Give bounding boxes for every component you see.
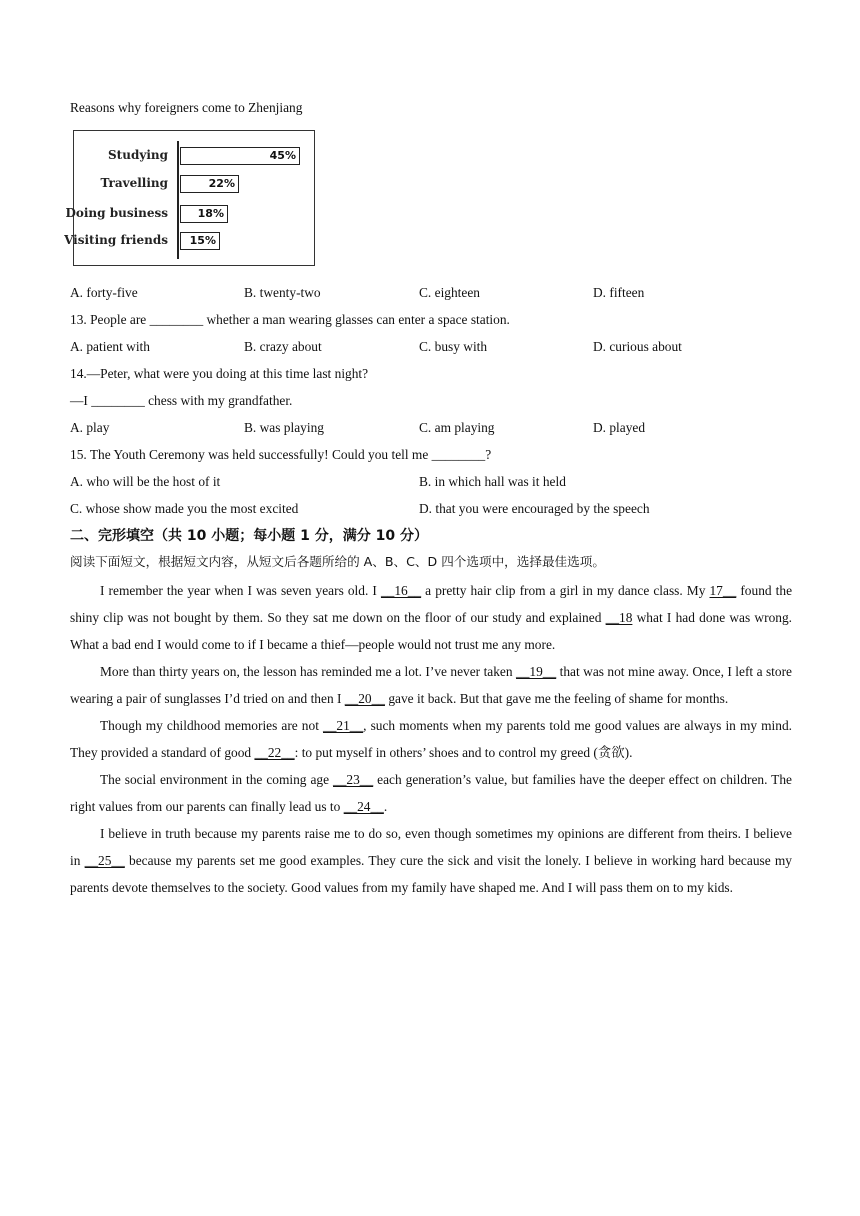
q14-blank: ________ [91, 393, 145, 408]
passage-paragraph-5 [70, 820, 792, 901]
reasons-bar-chart [64, 130, 315, 266]
chart-value-label: 22% [208, 177, 235, 190]
q15-stem-start: 15. The Youth Ceremony was held successfully! Could you tell me [70, 447, 432, 462]
p4-text-3: . [383, 799, 388, 814]
passage-paragraph-2 [70, 658, 792, 712]
blank-19: __19__ [516, 664, 557, 679]
p5-text-2: because my parents set me good examples. They cure the sick and visit the lonely. I believe in working hard because my parents devote themselves to the society. Good values from my family have shaped me. And I will pass them on to my kids. [70, 853, 792, 895]
passage-paragraph-1 [70, 577, 792, 658]
blank-18: __18 [605, 610, 633, 625]
p3-text-3: : to put myself in others’ shoes and to control my greed (贪欲). [294, 745, 633, 760]
p4-text-2: each generation’s value, but families have the deeper effect on children. The right values from our parents can finally lead us to [70, 772, 793, 814]
blank-16: __16__ [380, 583, 422, 598]
chart-value-label: 15% [189, 234, 216, 247]
q13-stem-end: whether a man wearing glasses can enter a space station. [203, 312, 510, 327]
chart-value-label: 18% [197, 207, 224, 220]
q12-option-d: D. fifteen [593, 285, 645, 300]
q15-stem [70, 446, 491, 464]
section-instruction: 阅读下面短文，根据短文内容，从短文后各题所给的 A、B、C、D 四个选项中，选择最佳选项。 [70, 554, 605, 569]
q13-blank: ________ [149, 312, 204, 327]
passage-paragraph-4 [70, 766, 792, 820]
q14-option-a: A. play [70, 420, 110, 435]
q14-option-b: B. was playing [244, 420, 324, 435]
q12-option-b: B. twenty-two [244, 285, 321, 300]
q15-option-c: C. whose show made you the most excited [70, 501, 299, 516]
p3-text-2: , such moments when my parents told me good values are always in my mind. They provided a standard of good [70, 718, 792, 760]
p3-text-1: Though my childhood memories are not [100, 718, 323, 733]
chart-category-label: Studying [108, 148, 168, 162]
q13-option-d: D. curious about [593, 339, 682, 354]
q14-line1: 14.—Peter, what were you doing at this time last night? [70, 366, 369, 381]
q15-option-d: D. that you were encouraged by the speech [419, 501, 650, 516]
q14-line2-start: —I [70, 393, 92, 408]
q13-option-b: B. crazy about [244, 339, 322, 354]
passage-paragraph-3 [70, 712, 792, 766]
p2-text-3: gave it back. But that gave me the feeling of shame for months. [384, 691, 729, 706]
q14-option-d: D. played [593, 420, 646, 435]
chart-bar [180, 175, 239, 193]
blank-17: 17__ [709, 583, 737, 598]
blank-20: __20__ [344, 691, 385, 706]
blank-25: __25__ [84, 853, 125, 868]
chart-bar [180, 205, 228, 223]
chart-category-label: Doing business [65, 206, 168, 220]
p5-text-1: I believe in truth because my parents raise me to do so, even though sometimes my opinions are different from theirs. I believe in [70, 826, 792, 868]
q13-stem [70, 311, 510, 329]
chart-title: Reasons why foreigners come to Zhenjiang [70, 100, 303, 115]
p1-text-3: found the shiny clip was not bought by them. So they sat me down on the floor of our study and explained [70, 583, 793, 625]
p1-text-2: a pretty hair clip from a girl in my dance class. My [421, 583, 710, 598]
blank-22: __22__ [254, 745, 295, 760]
q12-option-a: A. forty-five [70, 285, 138, 300]
p2-text-2: that was not mine away. Once, I left a store wearing a pair of sunglasses I’d tried on and then I [70, 664, 792, 706]
p2-text-1: More than thirty years on, the lesson has reminded me a lot. I’ve never taken [100, 664, 517, 679]
chart-bar [180, 232, 220, 250]
blank-24: __24__ [343, 799, 384, 814]
p4-text-1: The social environment in the coming age [100, 772, 333, 787]
q15-stem-end: ? [485, 447, 492, 462]
chart-category-label: Visiting friends [64, 233, 168, 247]
q14-line2 [70, 392, 292, 410]
cloze-passage [70, 577, 792, 901]
blank-21: __21__ [323, 718, 364, 733]
section-title: 二、完形填空（共 10 小题；每小题 1 分，满分 10 分） [70, 528, 428, 544]
q13-stem-start: 13. People are [70, 312, 150, 327]
chart-category-label: Travelling [100, 176, 168, 190]
q15-option-b: B. in which hall was it held [419, 474, 566, 489]
chart-value-label: 45% [269, 149, 296, 162]
q15-blank: ________ [431, 447, 486, 462]
p1-text-4: what I had done was wrong. What a bad end I would come to if I became a thief—people would not trust me any more. [70, 610, 792, 652]
blank-23: __23__ [333, 772, 374, 787]
q14-line2-end: chess with my grandfather. [144, 393, 293, 408]
chart-axis [177, 141, 179, 259]
q13-option-c: C. busy with [419, 339, 488, 354]
p1-text-1: I remember the year when I was seven years old. I [100, 583, 381, 598]
q14-option-c: C. am playing [419, 420, 495, 435]
chart-bar [180, 147, 300, 165]
q15-option-a: A. who will be the host of it [70, 474, 221, 489]
q12-option-c: C. eighteen [419, 285, 480, 300]
q13-option-a: A. patient with [70, 339, 150, 354]
